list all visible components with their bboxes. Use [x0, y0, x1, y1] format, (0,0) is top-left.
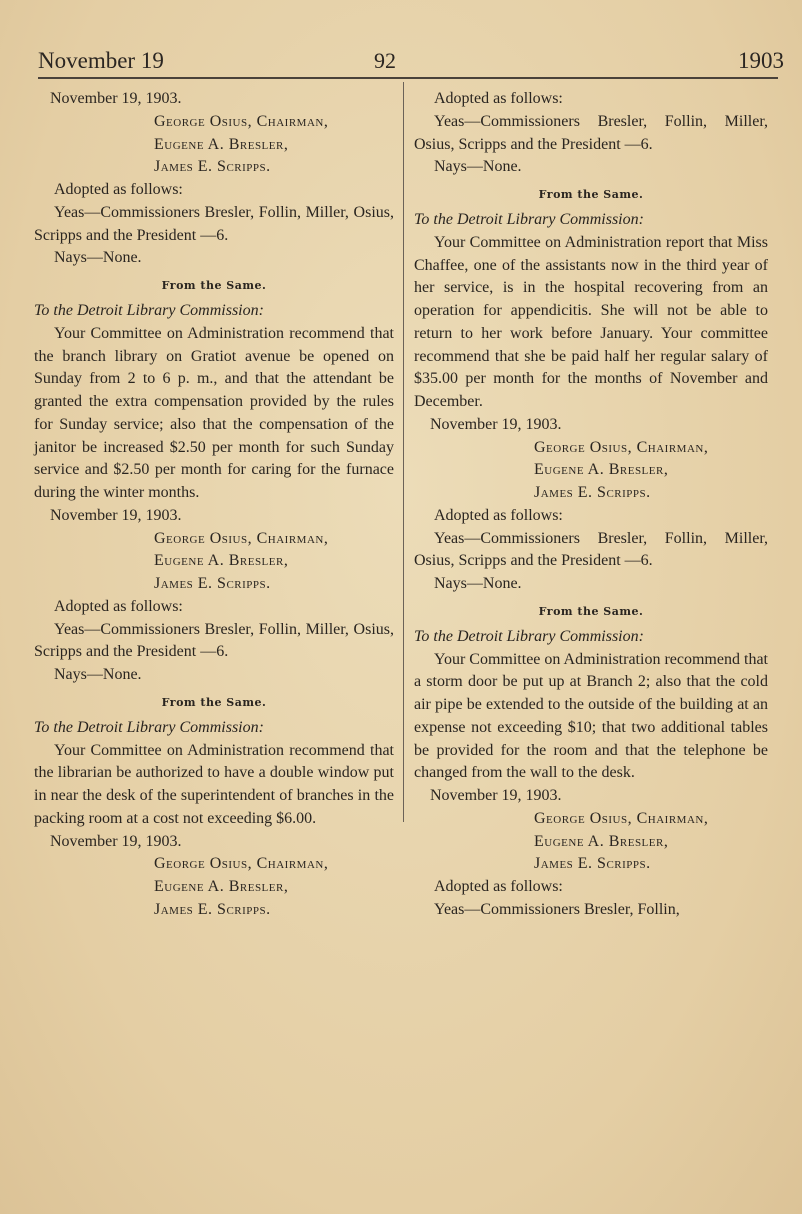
vote-line: Adopted as follows:: [54, 181, 183, 198]
vote-line: Nays—None.: [434, 158, 522, 176]
section-heading: From the Same.: [538, 604, 644, 618]
page-header: [38, 48, 784, 78]
vote-line: Adopted as follows:: [434, 878, 563, 895]
signature-line: George Osius, Chairman,: [534, 809, 709, 827]
report-paragraph: Your Committee on Administration report that Miss Chaffee, one of the assistants now in the third year of her service, is in the hospital recovering from an operation for appendicitis. She will not be able to return to her work before January. Your committee recommend that she be paid half her regular salary of $35.00 per month for the months of November and December.: [414, 233, 768, 410]
right-column: [414, 88, 768, 922]
signature-line: George Osius, Chairman,: [154, 529, 329, 547]
vote-line: Nays—None.: [434, 575, 522, 592]
column-divider: [403, 82, 404, 822]
section-heading: From the Same.: [161, 695, 267, 709]
left-column: [34, 88, 394, 922]
report-date: November 19, 1903.: [430, 787, 562, 804]
report-paragraph: Your Committee on Administration recommend that the librarian be authorized to have a double window put in near the desk of the superintendent of branches in the packing room at a cost not exceeding $6.00.: [34, 741, 394, 827]
report-paragraph: Yeas—Commissioners Bresler, Follin, Miller, Osius, Scripps and the President —6.: [34, 203, 394, 244]
signature-line: Eugene A. Bresler,: [154, 552, 289, 570]
header-year: 1903: [738, 48, 784, 73]
report-paragraph: Yeas—Commissioners Bresler, Follin, Miller, Osius, Scripps and the President —6.: [414, 112, 768, 153]
signature-line: Eugene A. Bresler,: [154, 135, 289, 153]
signature-line: James E. Scripps.: [534, 855, 651, 873]
section-heading: From the Same.: [161, 279, 267, 292]
header-rule: [38, 77, 778, 79]
report-date: November 19, 1903.: [50, 832, 182, 850]
report-date: November 19, 1903.: [50, 506, 182, 524]
signature-line: Eugene A. Bresler,: [534, 461, 669, 479]
report-paragraph: Your Committee on Administration recommend that the branch library on Gratiot avenue be opened on Sunday from 2 to 6 p. m., and that the attendant be granted the extra compensation provided by the rules for Sunday service; also that the compensation of the janitor be increased $2.50 per month for such Sunday service and $2.50 per month for caring for the furnace during the winter months.: [34, 324, 394, 501]
signature-line: James E. Scripps.: [154, 900, 271, 918]
report-date: November 19, 1903.: [430, 415, 562, 433]
section-heading: From the Same.: [538, 188, 644, 201]
vote-line: Adopted as follows:: [434, 506, 563, 524]
report-address: To the Detroit Library Commission:: [34, 718, 264, 736]
vote-line: Adopted as follows:: [54, 597, 183, 615]
vote-line: Adopted as follows:: [434, 90, 563, 107]
vote-line: Nays—None.: [54, 666, 142, 683]
report-paragraph: Your Committee on Administration recommend that a storm door be put up at Branch 2; also that the cold air pipe be extended to the outside of the building at an expense not exceeding $10; that two additional tables be provided for the room and that the telephone be changed from the wall to the desk.: [414, 650, 768, 782]
signature-line: George Osius, Chairman,: [534, 438, 709, 456]
signature-line: James E. Scripps.: [534, 484, 651, 501]
report-address: To the Detroit Library Commission:: [414, 211, 644, 228]
signature-line: James E. Scripps.: [154, 575, 271, 592]
signature-line: George Osius, Chairman,: [154, 855, 329, 873]
header-date: November 19: [38, 48, 164, 73]
report-date: November 19, 1903.: [50, 90, 182, 107]
report-address: To the Detroit Library Commission:: [414, 627, 644, 645]
signature-line: Eugene A. Bresler,: [154, 878, 289, 895]
report-paragraph: Yeas—Commissioners Bresler, Follin,: [434, 900, 680, 918]
page-number: 92: [374, 48, 396, 73]
report-paragraph: Yeas—Commissioners Bresler, Follin, Miller, Osius, Scripps and the President —6.: [34, 620, 394, 661]
signature-line: James E. Scripps.: [154, 158, 271, 176]
report-paragraph: Yeas—Commissioners Bresler, Follin, Miller, Osius, Scripps and the President —6.: [414, 529, 768, 570]
report-address: To the Detroit Library Commission:: [34, 302, 264, 319]
signature-line: Eugene A. Bresler,: [534, 832, 669, 850]
signature-line: George Osius, Chairman,: [154, 112, 329, 130]
vote-line: Nays—None.: [54, 249, 142, 267]
